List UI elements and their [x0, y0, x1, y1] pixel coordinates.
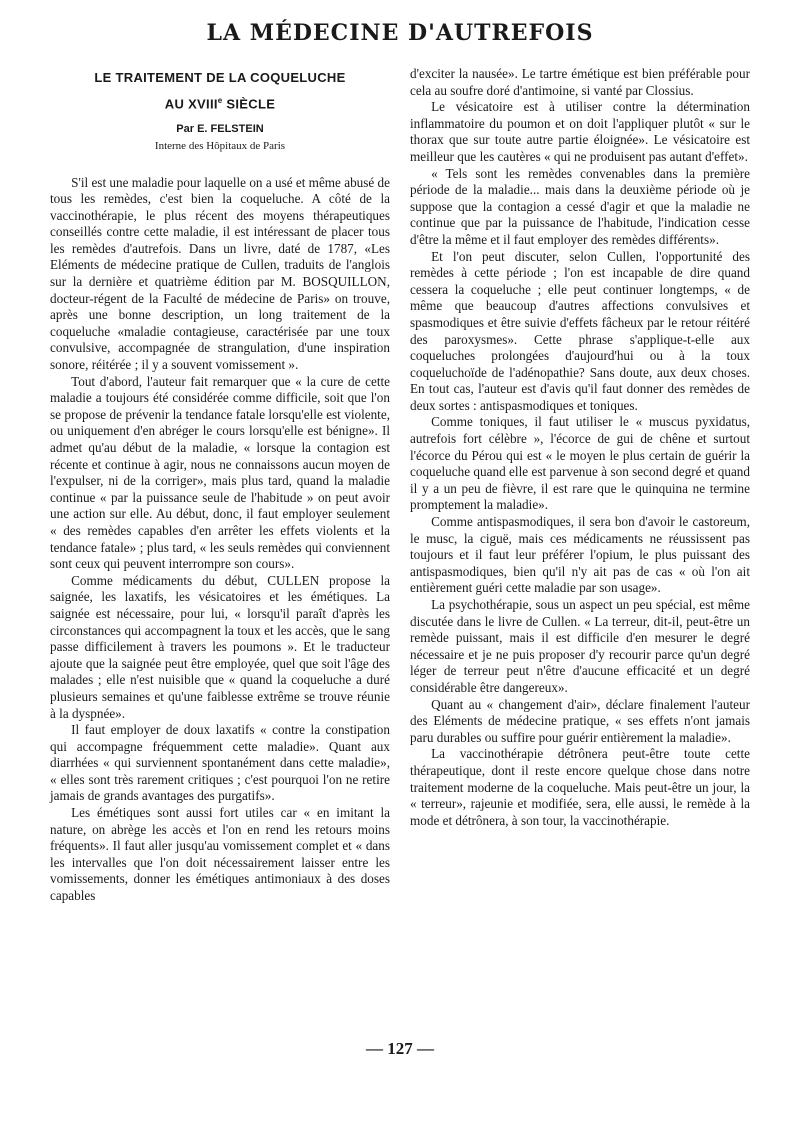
article-title — [50, 66, 390, 115]
paragraph: « Tels sont les remèdes convenables dans la première période de la maladie... mais dans la deuxième période où je suppose que la contagion a cessé d'agir et que la maladie ne continue que par la puissance de l'habitude, l'indication cesse d'être la même et il faut employer des remèdes différents». — [410, 165, 750, 247]
paragraph: La psychothérapie, sous un aspect un peu spécial, est même discutée dans le livre de Cullen. « La terreur, dit-il, peut-être un remède puissant, mais il est difficile d'en mesurer le degré nécessaire et je ne puis proposer d'y recourir parce qu'un degré léger de terreur peut n'être d'aucune efficacité et un degré considérable être dangereux». — [410, 597, 750, 695]
paragraph: La vaccinothérapie détrônera peut-être toute cette thérapeutique, dont il reste encore quelque chose dans notre traitement moderne de la coqueluche. Mais peut-être un jour, la « terreur», rajeunie et modifiée, sera, elle aussi, le remède à la mode et détrônera, à son tour, la vaccinothérapie. — [410, 746, 750, 828]
paragraph: Les émétiques sont aussi fort utiles car « en imitant la nature, on abrège les accès et l'on en rend les retours moins fréquents». Il faut aller jusqu'au vomissement complet et « dans les intervalles que l'on doit nécessairement laisser entre les vomissements, donner les émétiques antimoniaux à des doses capables — [50, 805, 390, 904]
paragraph: Quant au « changement d'air», déclare finalement l'auteur des Eléments de médecine pratique, « ses effets n'ont jamais paru durables ou suffire pour guérir entièrement la maladie». — [410, 696, 750, 745]
title-century: AU XVIII — [164, 96, 218, 112]
paragraph: Comme antispasmodiques, il sera bon d'avoir le castoreum, le musc, la ciguë, mais ces médicaments ne réussissent pas toujours et il faut leur préférer l'opium, le plus puissant des antispasmodiques, bien qu'il n'y ait pas de cas « où l'on ait entièrement guéri cette maladie par son usage». — [410, 514, 750, 596]
paragraph: Le vésicatoire est à utiliser contre la détermination inflammatoire du poumon et on doit l'appliquer plutôt « sur le thorax que sur toute autre partie éloignée». Le vésicatoire est meilleur que les cautères « qui ne produisent pas autant d'effet». — [410, 99, 750, 164]
author-name: Par E. FELSTEIN — [176, 123, 264, 136]
title-century-sup: e — [217, 96, 223, 105]
right-column — [410, 66, 750, 829]
article-title-line1: LE TRAITEMENT DE LA COQUELUCHE — [94, 70, 346, 85]
article-title-line2 — [50, 89, 390, 115]
page-number: — 127 — — [366, 1039, 434, 1058]
paragraph: Et l'on peut discuter, selon Cullen, l'opportunité des remèdes à cette période ; l'on est incapable de dire quand cessera la coqueluche ; elle peut continuer longtemps, « de même que beaucoup d'autres affections convulsives et spasmodiques et être suivie d'effets fâcheux par le retour réitéré des paroxysmes». Cette phrase s'applique-t-elle aux coqueluches prolongées d'aujourd'hui ou à la toux coqueluchoïde de l'adénopathie? Sans doute, aux deux choses. En tout cas, l'auteur est d'avis qu'il faut donner des remèdes de deux sortes : antispasmodiques et toniques. — [410, 248, 750, 413]
author-affiliation: Interne des Hôpitaux de Paris — [154, 139, 286, 152]
paragraph: S'il est une maladie pour laquelle on a usé et même abusé de tous les remèdes, c'est bien la coqueluche. A côté de la vaccinothérapie, le plus récent des moyens thérapeutiques conseillés contre cette maladie, il est intéressant de placer tous les remèdes d'autrefois. Dans un livre, daté de 1787, «Les Eléments de médecine pratique de Cullen, traduits de l'anglois sur la dernière et quatrième édition par M. BOSQUILLON, docteur-régent de la Faculté de médecine de Paris» on trouve, après une bonne description, un long traitement de la coqueluche «maladie contagieuse, caractérisée par une toux convulsive, accompagnée de strangulation, d'une inspiration sonore, réitérée ; il y a souvent vomissement ». — [50, 174, 390, 373]
paragraph: Comme médicaments du début, CULLEN propose la saignée, les laxatifs, les vésicatoires et les émétiques. La saignée est nécessaire, pour lui, « lorsqu'il paraît d'après les circonstances qui accompagnent la toux et les accès, que le sang passe difficilement à travers les poumons ». Et le traducteur ajoute que la saignée peut être employée, quel que soit l'âge des malades ; elle n'est nuisible que « quand la coqueluche a duré plusieurs semaines et qu'une faiblesse extrême se trouve réunie à la dyspnée». — [50, 572, 390, 721]
paragraph: Tout d'abord, l'auteur fait remarquer que « la cure de cette maladie a toujours été considérée comme difficile, soit que l'on se propose de prévenir la tendance fatale lorsqu'elle est violente, ou uniquement d'en abréger le cours lorsqu'elle est bénigne». Il admet qu'au début de la maladie, « lorsque la contagion est récente et continue à agir, nous ne connaissons aucun moyen de l'expulser, ni de la corriger», mais plus tard, quand la maladie continue « par la puissance seule de l'habitude » on peut avoir une action sur elle. Au début, donc, il faut employer seulement « des remèdes capables d'en arrêter les effets violents et la tendance fatale» ; plus tard, « les seuls remèdes qui conviennent sont ceux qui peuvent interrompre son cours». — [50, 373, 390, 572]
running-head: LA MÉDECINE D'AUTREFOIS — [206, 20, 594, 46]
title-siecle: SIÈCLE — [222, 96, 276, 112]
left-column — [50, 66, 390, 905]
paragraph: Comme toniques, il faut utiliser le « muscus pyxidatus, autrefois fort célèbre », l'écorce de gui de chêne et surtout l'écorce du Pérou qui est « le moyen le plus certain de guérir la coqueluche quand elle est parvenue à son second degré et quand il y a un peu de fièvre, il est rare que le quinquina ne termine promptement la maladie». — [410, 414, 750, 513]
paragraph: Il faut employer de doux laxatifs « contre la constipation qui accompagne fréquemment cette maladie». Quant aux diarrhées « qui surviennent spontanément dans cette maladie», « elles sont très rarement critiques ; c'est pourquoi l'on ne retire jamais de grands avantages des purgatifs». — [50, 722, 390, 804]
paragraph: d'exciter la nausée». Le tartre émétique est bien préférable pour cela au soufre doré d'antimoine, si vanté par Clossius. — [410, 66, 750, 98]
